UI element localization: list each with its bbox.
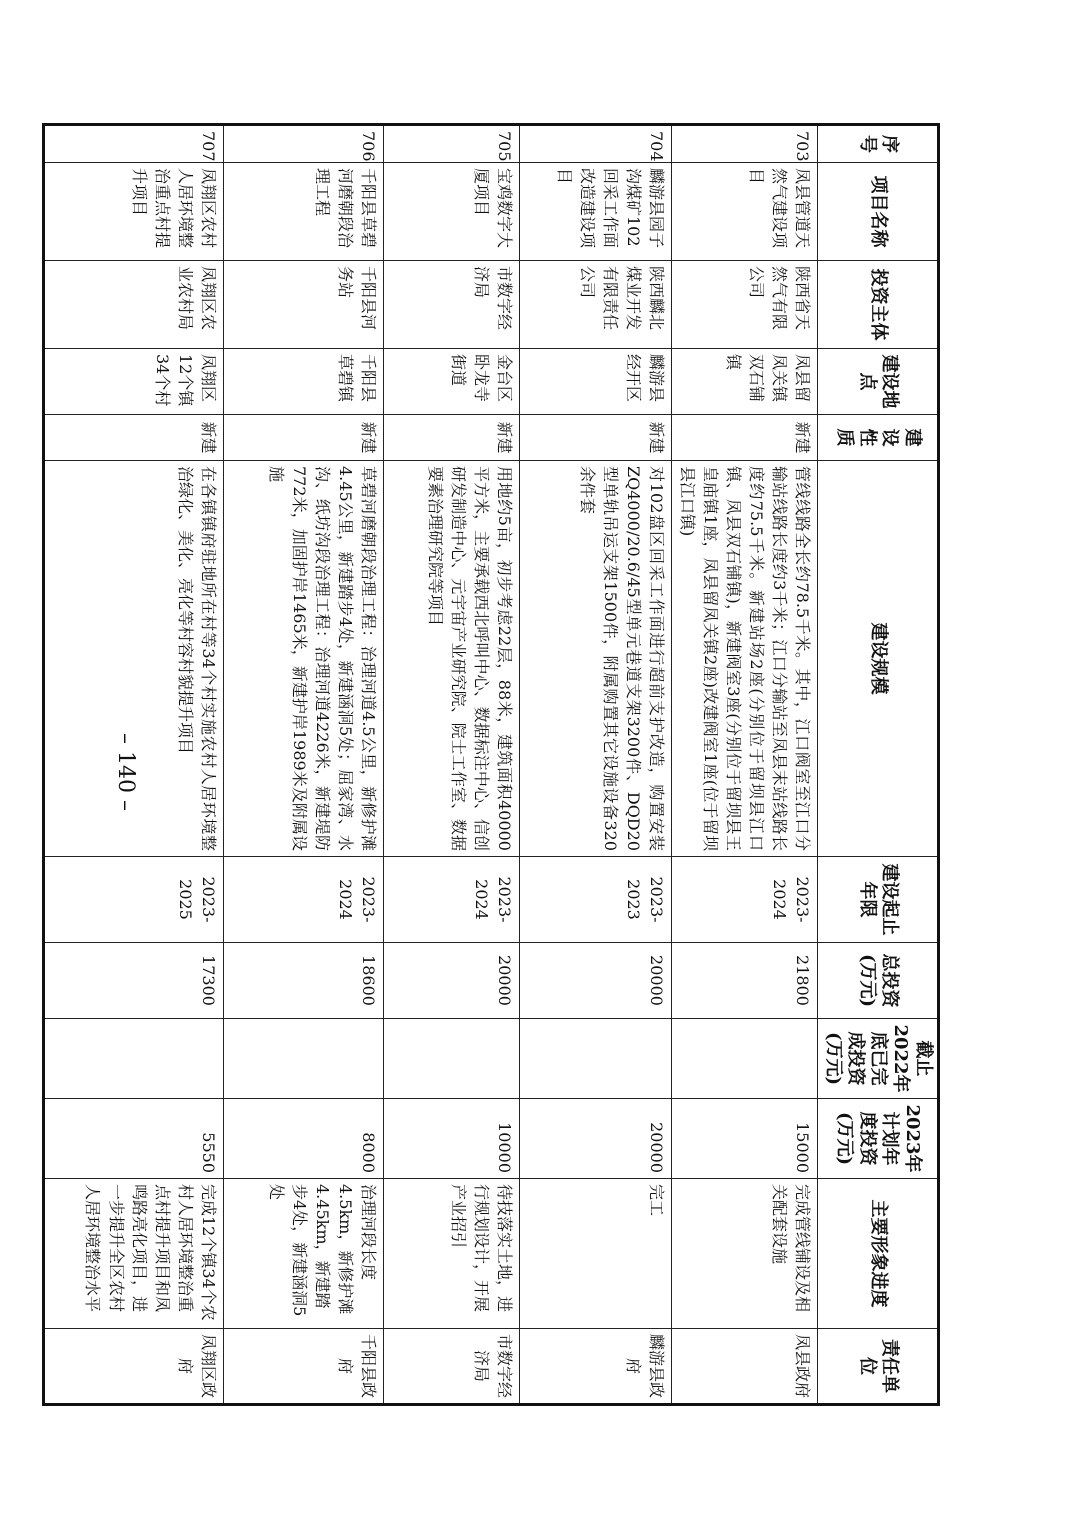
header-name: 项目名称 <box>818 163 939 261</box>
header-plan2023: 2023年计划年度投资(万元) <box>818 1099 939 1179</box>
cell-progress: 完成12个镇34个农村人居环境整治重点村提升项目和凤鸣路亮化项目，进一步提升全区农村人居环境整治水平 <box>44 1179 224 1329</box>
cell-period: 2023-2024 <box>384 857 520 943</box>
cell-total: 20000 <box>520 943 672 1019</box>
header-period: 建设起止年限 <box>818 857 939 943</box>
cell-name: 宝鸡数字大厦项目 <box>384 163 520 261</box>
header-responsible: 责任单位 <box>818 1329 939 1405</box>
cell-total: 20000 <box>384 943 520 1019</box>
page-number <box>18 712 138 811</box>
cell-investor: 陕西麟北煤业开发有限责任公司 <box>520 261 672 349</box>
cell-no: 707 <box>44 125 224 163</box>
cell-nature: 新建 <box>672 415 818 461</box>
header-location: 建设地点 <box>818 349 939 415</box>
cell-responsible: 千阳县政府 <box>224 1329 384 1405</box>
table-row <box>224 125 384 1405</box>
cell-completed <box>520 1019 672 1099</box>
cell-progress: 待技落实土地，进行规划设计，开展产业招引 <box>384 1179 520 1329</box>
cell-name: 凤翔区农村人居环境整治重点村提升项目 <box>44 163 224 261</box>
cell-name: 麟游县园子沟煤矿102回采工作面改造建设项目 <box>520 163 672 261</box>
cell-completed <box>224 1019 384 1099</box>
cell-total: 18600 <box>224 943 384 1019</box>
cell-scale: 管线线路全长约78.5千米。其中，江口阀室至江口分输站线路长度约3千米；江口分输站至凤县末站线路长度约75.5千米。新建站场2座(分别位于留坝县江口镇、凤县双石铺镇)，新建阀室3座(分别位于留坝县王皇庙镇1座，凤县留凤关镇2座)改建阀室1座(位于留坝县江口镇) <box>672 461 818 857</box>
cell-plan2023: 8000 <box>224 1099 384 1179</box>
cell-name: 凤县管道天然气建设项目 <box>672 163 818 261</box>
cell-location: 麟游县经开区 <box>520 349 672 415</box>
cell-plan2023: 20000 <box>520 1099 672 1179</box>
cell-scale: 对102盘区回采工作面进行超前支护改造，购置安装ZQ4000/20.6/45型单元巷道支架3200件、DQD20型单轨吊运支架1500件，附属购置其它设施设备320余件套 <box>520 461 672 857</box>
cell-plan2023: 5550 <box>44 1099 224 1179</box>
cell-scale: 草碧河磨朝段治理工程：治理河道4.5公里，新修护滩4.45公里，新建踏步4处，新建涵洞5处；屈家湾、水沟、纸坊沟段治理工程：治理河道4226米，新建堤防772米，加固护岸1465米，新建护岸1989米及附属设施 <box>224 461 384 857</box>
header-progress: 主要形象进度 <box>818 1179 939 1329</box>
cell-location: 凤翔区12个镇34个村 <box>44 349 224 415</box>
cell-period: 2023-2025 <box>44 857 224 943</box>
cell-location: 千阳县草碧镇 <box>224 349 384 415</box>
cell-period: 2023-2024 <box>672 857 818 943</box>
header-investor: 投资主体 <box>818 261 939 349</box>
cell-location: 金台区卧龙寺街道 <box>384 349 520 415</box>
cell-progress: 完成管线铺设及相关配套设施 <box>672 1179 818 1329</box>
cell-period: 2023-2023 <box>520 857 672 943</box>
cell-nature: 新建 <box>44 415 224 461</box>
cell-no: 703 <box>672 125 818 163</box>
cell-completed <box>384 1019 520 1099</box>
cell-responsible: 凤翔区政府 <box>44 1329 224 1405</box>
cell-no: 706 <box>224 125 384 163</box>
cell-nature: 新建 <box>224 415 384 461</box>
cell-progress: 治理河段长度4.5km，新修护滩4.45km，新建踏步4处，新建涵洞5处 <box>224 1179 384 1329</box>
cell-responsible: 麟游县政府 <box>520 1329 672 1405</box>
cell-total: 21800 <box>672 943 818 1019</box>
cell-scale: 用地约5亩，初步考虑22层，88米，建筑面积40000平方米，主要承载西北呼叫中心、数据标注中心、信创研发制造中心、元宇宙产业研究院、院士工作室、数据要素治理研究院等项目 <box>384 461 520 857</box>
table-row <box>520 125 672 1405</box>
cell-nature: 新建 <box>384 415 520 461</box>
cell-period: 2023-2024 <box>224 857 384 943</box>
page-number-text: – 140 – <box>113 733 138 811</box>
header-no: 序号 <box>818 125 939 163</box>
header-nature: 建设性质 <box>818 415 939 461</box>
header-total: 总投资(万元) <box>818 943 939 1019</box>
header-row <box>818 125 939 1405</box>
cell-investor: 凤翔区农业农村局 <box>44 261 224 349</box>
header-completed: 截止2022年底已完成投资(万元) <box>818 1019 939 1099</box>
cell-completed <box>672 1019 818 1099</box>
cell-location: 凤县留凤关镇双石铺镇 <box>672 349 818 415</box>
cell-investor: 千阳县河务站 <box>224 261 384 349</box>
cell-no: 704 <box>520 125 672 163</box>
header-scale: 建设规模 <box>818 461 939 857</box>
cell-responsible: 市数字经济局 <box>384 1329 520 1405</box>
cell-total: 17300 <box>44 943 224 1019</box>
cell-nature: 新建 <box>520 415 672 461</box>
table-row <box>672 125 818 1405</box>
project-table <box>42 123 940 1406</box>
cell-name: 千阳县草碧河磨朝段治理工程 <box>224 163 384 261</box>
cell-plan2023: 10000 <box>384 1099 520 1179</box>
cell-progress: 完工 <box>520 1179 672 1329</box>
cell-responsible: 凤县政府 <box>672 1329 818 1405</box>
cell-completed <box>44 1019 224 1099</box>
cell-scale: 在各镇镇府驻地所在村等34个村实施农村人居环境整治绿化、美化、亮化等村容村貌提升项目 <box>44 461 224 857</box>
table-row <box>384 125 520 1405</box>
cell-investor: 市数字经济局 <box>384 261 520 349</box>
cell-no: 705 <box>384 125 520 163</box>
cell-plan2023: 15000 <box>672 1099 818 1179</box>
cell-investor: 陕西省天然气有限公司 <box>672 261 818 349</box>
